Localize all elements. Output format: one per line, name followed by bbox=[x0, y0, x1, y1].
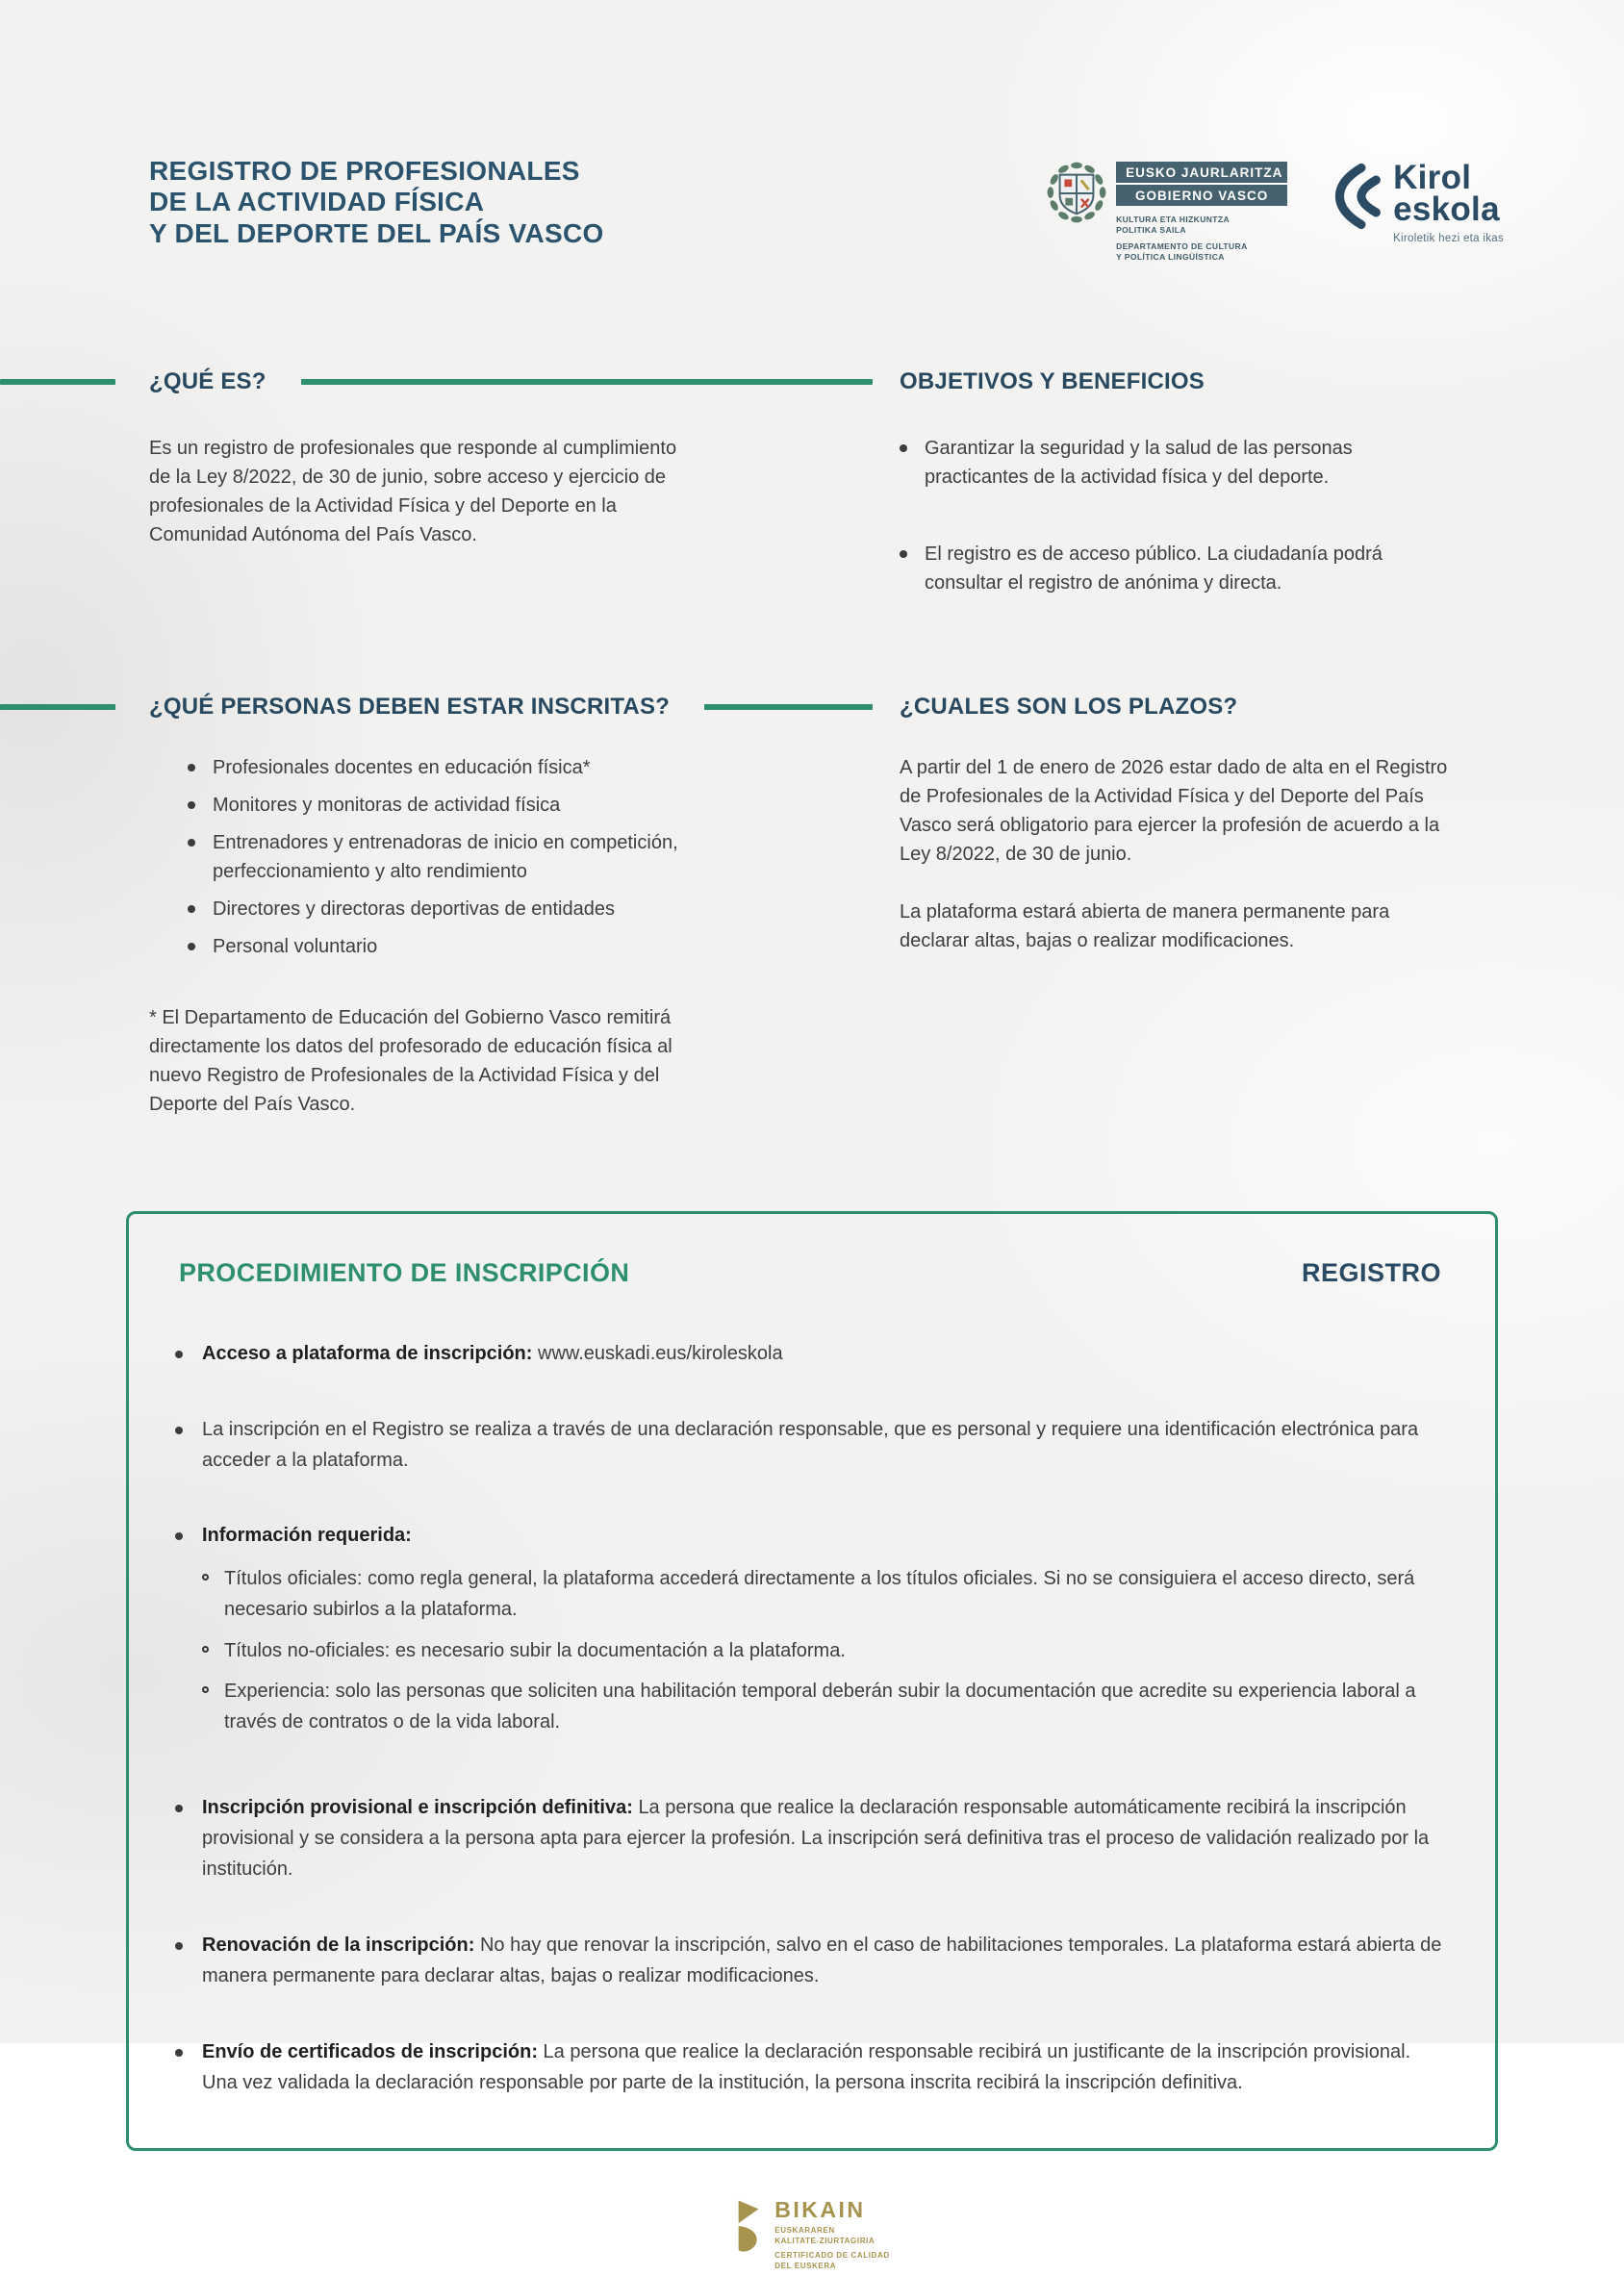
informacion-sublist bbox=[202, 1563, 1445, 1738]
kirol-eskola-text bbox=[1393, 159, 1504, 244]
bullet-dot-icon bbox=[188, 839, 195, 847]
bikain-eu-line: EUSKARAREN bbox=[774, 2226, 835, 2236]
personas-body-col bbox=[149, 753, 900, 1119]
proc-item-label: Inscripción provisional e inscripción definitiva: bbox=[202, 1796, 633, 1818]
bullet-dot-icon bbox=[175, 1942, 183, 1950]
green-rule bbox=[301, 379, 873, 385]
list-item bbox=[175, 1792, 1445, 1885]
objetivos-list bbox=[900, 434, 1496, 597]
bikain-logo bbox=[734, 2199, 889, 2275]
list-item bbox=[900, 434, 1400, 492]
bikain-es-line: CERTIFICADO DE CALIDAD bbox=[774, 2251, 890, 2261]
list-item bbox=[900, 540, 1400, 597]
personas-list bbox=[149, 753, 900, 961]
bullet-circle-icon bbox=[202, 1574, 209, 1581]
bikain-es-line: DEL EUSKERA bbox=[774, 2261, 837, 2270]
personas-heading: ¿QUÉ PERSONAS DEBEN ESTAR INSCRITAS? bbox=[149, 694, 671, 721]
bullet-dot-icon bbox=[188, 905, 195, 913]
bullet-circle-icon bbox=[202, 1686, 209, 1693]
department-es-line: Y POLÍTICA LINGÜÍSTICA bbox=[1116, 252, 1225, 263]
list-item bbox=[202, 1563, 1445, 1626]
bikain-text bbox=[774, 2199, 889, 2275]
masthead bbox=[0, 0, 1624, 268]
gobierno-vasco-coat-of-arms-icon bbox=[1047, 162, 1106, 268]
bikain-mark-icon bbox=[734, 2199, 763, 2263]
list-item bbox=[175, 1414, 1445, 1477]
procedimiento-list bbox=[175, 1338, 1445, 2098]
que-es-paragraph: Es un registro de profesionales que responde al cumplimiento de la Ley 8/2022, de 30 de junio, sobre acceso y ejercicio de profesionales de la Actividad Física y del Deporte en la Comunidad Autónoma del País Vasco. bbox=[149, 438, 677, 546]
page-title-line: REGISTRO DE PROFESIONALES bbox=[149, 156, 580, 186]
bullet-dot-icon bbox=[175, 1427, 183, 1434]
page-title-line: DE LA ACTIVIDAD FÍSICA bbox=[149, 187, 485, 217]
bullet-dot-icon bbox=[175, 1805, 183, 1812]
plazos-paragraph: La plataforma estará abierta de manera permanente para declarar altas, bajas o realizar modificaciones. bbox=[900, 901, 1390, 952]
proc-item-informacion bbox=[202, 1520, 1445, 1747]
bullet-dot-icon bbox=[175, 1351, 183, 1358]
platform-url: www.euskadi.eus/kiroleskola bbox=[538, 1343, 783, 1365]
list-item bbox=[175, 2036, 1445, 2099]
proc-item-renovacion: Renovación de la inscripción: No hay que renovar la inscripción, salvo en el caso de habilitaciones temporales. La plataforma estará abierta de manera permanente para declarar altas, bajas o realizar modificaciones. bbox=[202, 1934, 1442, 1987]
procedimiento-header bbox=[175, 1258, 1445, 1288]
green-rule bbox=[0, 379, 115, 385]
procedimiento-heading: PROCEDIMIENTO DE INSCRIPCIÓN bbox=[179, 1258, 630, 1288]
proc-item-label: Acceso a plataforma de inscripción: bbox=[202, 1343, 533, 1365]
bullet-dot-icon bbox=[175, 1532, 183, 1540]
list-item bbox=[188, 791, 746, 820]
department-eu-line: KULTURA ETA HIZKUNTZA bbox=[1116, 215, 1231, 224]
personas-bullet: Entrenadores y entrenadoras de inicio en competición, perfeccionamiento y alto rendimiento bbox=[213, 832, 678, 883]
plazos-heading: ¿CUALES SON LOS PLAZOS? bbox=[900, 694, 1238, 721]
proc-item-inscripcion: Inscripción provisional e inscripción definitiva: La persona que realice la declaración responsable automáticamente recibirá la inscripción provisional y se considera a la persona apta para ejercer la profesión. La inscripción será definitiva tras el proceso de validación realizado por la institución. bbox=[202, 1796, 1430, 1881]
list-item bbox=[188, 753, 746, 782]
bullet-circle-icon bbox=[202, 1646, 209, 1653]
kirol-eskola-mark-icon bbox=[1332, 162, 1382, 236]
list-item bbox=[188, 932, 746, 961]
section-que-es-objetivos bbox=[0, 368, 1624, 597]
registro-badge: REGISTRO bbox=[1301, 1258, 1441, 1288]
personas-bullet: Monitores y monitoras de actividad física bbox=[213, 795, 561, 817]
list-item bbox=[175, 1520, 1445, 1747]
green-rule bbox=[0, 704, 115, 710]
bullet-dot-icon bbox=[188, 764, 195, 771]
proc-item-label: Envío de certificados de inscripción: bbox=[202, 2040, 538, 2062]
objetivos-body-col bbox=[900, 434, 1496, 597]
department-eu-line: POLITIKA SAILA bbox=[1116, 225, 1186, 236]
objetivos-bullet: El registro es de acceso público. La ciudadanía podrá consultar el registro de anónima y directa. bbox=[925, 544, 1383, 594]
bikain-name: BIKAIN bbox=[774, 2197, 866, 2223]
personas-bullet: Directores y directoras deportivas de entidades bbox=[213, 898, 615, 921]
gobierno-vasco-department bbox=[1116, 215, 1287, 268]
objetivos-heading: OBJETIVOS Y BENEFICIOS bbox=[900, 368, 1205, 395]
bikain-subtitle bbox=[774, 2226, 889, 2271]
green-rule bbox=[704, 704, 873, 710]
bullet-dot-icon bbox=[900, 444, 907, 452]
informacion-subitem: Títulos no-oficiales: es necesario subir la documentación a la plataforma. bbox=[224, 1639, 846, 1661]
proc-item-certificados: Envío de certificados de inscripción: La persona que realice la declaración responsable recibirá un justificante de la inscripción provisional. Una vez validada la declaración responsable por parte de la institución, la persona inscrita recibirá la inscripción definitiva. bbox=[202, 2040, 1411, 2094]
list-item bbox=[188, 828, 746, 886]
kirol-eskola-logo bbox=[1332, 159, 1504, 244]
kirol-eskola-tagline: Kiroletik hezi eta ikas bbox=[1393, 232, 1504, 244]
proc-item-label: Renovación de la inscripción: bbox=[202, 1934, 475, 1956]
page-title bbox=[149, 156, 604, 249]
que-es-body-col bbox=[149, 434, 900, 597]
plazos-paragraph: A partir del 1 de enero de 2026 estar dado de alta en el Registro de Profesionales de la Actividad Física y del Deporte del País Vasco será obligatorio para ejercer la profesión de acuerdo a la Ley 8/2022, de 30 de junio. bbox=[900, 757, 1448, 866]
informacion-subitem: Títulos oficiales: como regla general, la plataforma accederá directamente a los títulos oficiales. Si no se consiguiera el acceso directo, será necesario subirlos a la plataforma. bbox=[224, 1567, 1415, 1621]
plazos-body-col bbox=[900, 753, 1496, 1119]
list-item bbox=[188, 895, 746, 923]
bullet-dot-icon bbox=[188, 943, 195, 950]
que-es-heading: ¿QUÉ ES? bbox=[149, 368, 266, 395]
section-personas-plazos bbox=[0, 694, 1624, 1119]
gobierno-vasco-banner-eu: EUSKO JAURLARITZA bbox=[1116, 162, 1287, 185]
bullet-dot-icon bbox=[175, 2049, 183, 2057]
objetivos-bullet: Garantizar la seguridad y la salud de las personas practicantes de la actividad física y del deporte. bbox=[925, 438, 1353, 489]
personas-footnote: * El Departamento de Educación del Gobierno Vasco remitirá directamente los datos del profesorado de educación física al nuevo Registro de Profesionales de la Actividad Física y del Deporte del País Vasco. bbox=[149, 1007, 672, 1116]
department-es-line: DEPARTAMENTO DE CULTURA bbox=[1116, 241, 1248, 252]
logos bbox=[1047, 159, 1504, 268]
gobierno-vasco-logo bbox=[1047, 162, 1287, 268]
gobierno-vasco-text bbox=[1116, 162, 1287, 268]
gobierno-vasco-banner bbox=[1116, 162, 1287, 206]
kirol-name-line: eskola bbox=[1393, 190, 1500, 229]
gobierno-vasco-banner-es: GOBIERNO VASCO bbox=[1134, 189, 1269, 203]
list-item bbox=[202, 1635, 1445, 1666]
proc-item-label: Información requerida: bbox=[202, 1525, 412, 1547]
bikain-eu-line: KALITATE-ZIURTAGIRIA bbox=[774, 2237, 875, 2246]
page-title-line: Y DEL DEPORTE DEL PAÍS VASCO bbox=[149, 217, 604, 248]
informacion-subitem: Experiencia: solo las personas que soliciten una habilitación temporal deberán subir la documentación que acredite su experiencia laboral a través de contratos o de la vida laboral. bbox=[224, 1680, 1416, 1733]
bullet-dot-icon bbox=[900, 550, 907, 558]
personas-bullet: Personal voluntario bbox=[213, 936, 378, 958]
proc-item-acceso bbox=[202, 1338, 783, 1369]
list-item bbox=[175, 1930, 1445, 1992]
list-item bbox=[202, 1676, 1445, 1738]
personas-bullet: Profesionales docentes en educación física* bbox=[213, 757, 591, 779]
proc-item-declaracion: La inscripción en el Registro se realiza a través de una declaración responsable, que es personal y requiere una identificación electrónica para acceder a la plataforma. bbox=[202, 1418, 1419, 1471]
que-es-heading-row bbox=[149, 368, 900, 395]
personas-heading-row bbox=[149, 694, 900, 721]
kirol-eskola-name bbox=[1393, 159, 1504, 229]
procedimiento-box bbox=[126, 1211, 1498, 2151]
list-item bbox=[175, 1338, 1445, 1369]
bullet-dot-icon bbox=[188, 801, 195, 809]
footer bbox=[0, 2199, 1624, 2275]
kirol-name-line: Kirol bbox=[1393, 159, 1472, 196]
